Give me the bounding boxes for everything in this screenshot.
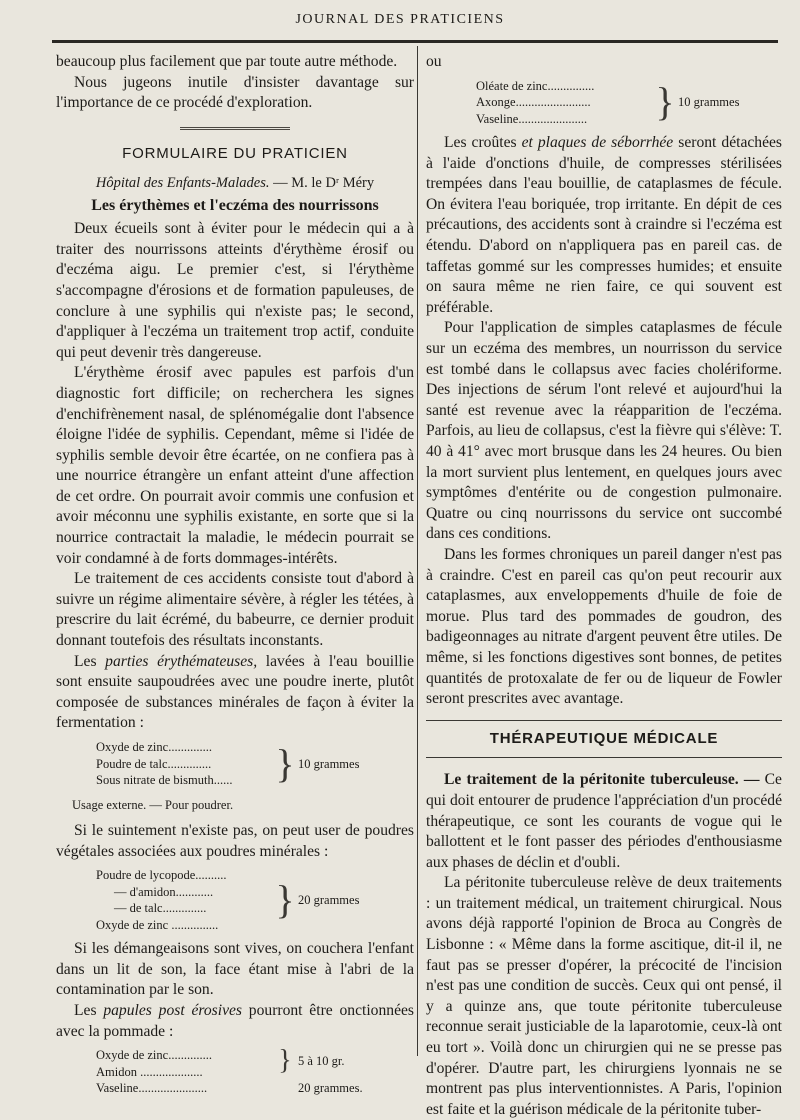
- formula-vegetal-powder: [96, 867, 414, 933]
- article-title: Les érythèmes et l'eczéma des nourrissons: [91, 196, 379, 214]
- connector-ou: ou: [426, 53, 442, 70]
- paragraph: Pour l'application de simples cataplasmes de fécule sur un eczéma des membres, un nourrisson du service est tombé dans le collapsus avec facies cholériforme. Des injections de sérum l'ont relevé et aujourd'hui la santé est revenue avec la réapparition de l'eczéma. Parfois, au lieu de collapsus, c'est la fièvre qui s'élève: T. 40 à 41° avec mort brusque dans les 24 heures. Ou bien la mort survient plus lentement, en quelques jours avec symptômes d'entérite ou de congestion pulmonaire. Quatre ou cinq nourrissons du service ont succombé dans ces conditions.: [426, 319, 782, 543]
- paragraph: L'érythème érosif avec papules est parfois d'un diagnostic fort difficile; on recherchera les signes d'enchifrènement nasal, de splénomégalie dont l'absence éloigne l'idée de syphilis. Cependant, même si l'idée de syphilis semble devoir être écartée, on ne confiera pas à une nourrice étrangère un enfant atteint d'une affection de cet ordre. On pourrait avoir commis une confusion et avoir méconnu une syphilis existante, en sorte que si la nourrice contractait la maladie, le médecin pourrait se voir condamné à de forts dommages-intérêts.: [56, 364, 414, 567]
- article-source: [56, 173, 414, 194]
- paragraph: Si le suintement n'existe pas, on peut user de poudres végétales associées aux poudres minérales :: [56, 822, 414, 860]
- formula-item: Oxyde de zinc..............: [96, 740, 212, 754]
- formula-item: Axonge........................: [476, 95, 591, 110]
- formula-quantity: 20 grammes.: [298, 1081, 363, 1096]
- article-lead-title: Le traitement de la péritonite tuberculeuse. —: [444, 771, 760, 789]
- formula-item: Oxyde de zinc ...............: [96, 917, 219, 932]
- formula-item: Oxyde de zinc..............: [96, 1048, 212, 1063]
- formula-item: Poudre de lycopode..........: [96, 868, 227, 883]
- formula-item: Vaseline......................: [96, 1081, 208, 1096]
- emphasis: et plaques de séborrhée: [521, 134, 674, 152]
- brace-icon: }: [275, 740, 295, 786]
- formula-item: — de talc..............: [114, 901, 207, 916]
- section-title-therapeutique: THÉRAPEUTIQUE MÉDICALE: [489, 729, 719, 747]
- emphasis: papules post érosives: [103, 1002, 242, 1020]
- formula-item: — d'amidon............: [114, 884, 214, 899]
- brace-icon: }: [655, 79, 675, 125]
- brace-icon: }: [275, 877, 295, 923]
- formula-quantity: 10 grammes: [678, 95, 740, 110]
- text-run: lavées à l'eau bouillie sont ensuite saupoudrées avec une poudre inerte, plutôt composée de substances minérales de façon à éviter la fermentation :: [56, 652, 414, 732]
- header-rule: [52, 40, 778, 43]
- text-run: pourront être onctionnées avec la pommade :: [56, 1002, 414, 1040]
- source-author: — M. le Dʳ Méry: [273, 174, 375, 191]
- paragraph: Dans les formes chroniques un pareil danger n'est pas à craindre. C'est en pareil cas qu'on peut recourir aux cataplasmes, aux enveloppements d'huile de foie de morue. Plus tard des pommades de goudron, des badigeonnages au nitrate d'argent peuvent être utiles. De même, si les fonctions digestives sont bonnes, de petites quantités de protoxalate de fer ou de liqueur de Fowler seront prescrites avec avantage.: [426, 545, 782, 708]
- column-divider: [417, 46, 418, 1056]
- formula-oleate: [476, 78, 782, 128]
- ornament-rule: [56, 118, 414, 139]
- text-run: Les croûtes: [444, 134, 517, 152]
- formula-item: Oléate de zinc...............: [476, 78, 595, 93]
- section-divider: [426, 720, 782, 721]
- running-head: JOURNAL DES PRATICIENS: [295, 12, 505, 27]
- paragraph: Deux écueils sont à éviter pour le médecin qui a à traiter des nourrissons atteints d'érythème érosif ou d'eczéma aigu. Le premier c'est, si l'érythème s'accompagne d'érosions et de formation papuleuses, de conclure à une syphilis qui n'existe pas; le second, d'appliquer à l'eczéma un traitement trop actif, conduite qui peut devenir très dangereuse.: [56, 220, 414, 361]
- text-run: Les: [74, 1002, 97, 1020]
- right-column: [426, 52, 782, 1120]
- formula-item: Sous nitrate de bismuth......: [96, 773, 233, 787]
- paragraph: La péritonite tuberculeuse relève de deux traitements : un traitement médical, un traitement chirurgical. Nous avons déjà rapporté l'opinion de Broca au Congrès de Lisbonne : « Même dans la forme ascitique, dit-il il, ne faut pas se presser d'opérer, la précocité de l'incision n'est pas une condition de succès. Ceux qui ont pensé, il y a quinze ans, que toute péritonite tuberculeuse reconnue serait justiciable de la laparotomie, ceux-là ont eu tort ». Voilà donc un chirurgien qui ne se presse pas d'opérer. D'autre part, les chirurgiens lyonnais ne se montrent pas plus interventionnistes. A Paris, l'opinion est faite et la guérison médicale de la péritonite tuber-: [426, 874, 782, 1118]
- brace-icon: }: [278, 1045, 292, 1077]
- paragraph: [426, 133, 782, 318]
- formula-item: Amidon ....................: [96, 1064, 203, 1079]
- formula-item: Vaseline......................: [476, 111, 588, 126]
- formula-item: Poudre de talc..............: [96, 756, 212, 771]
- paragraph: [56, 652, 414, 734]
- formula-quantities: [294, 1047, 363, 1097]
- paragraph: [56, 1001, 414, 1042]
- paragraph: Le traitement de ces accidents consiste tout d'abord à suivre un régime alimentaire sévère, à régler les tétées, à prescrire du lait écrémé, du babeurre, ce dernier produit donnant toutefois des résultats inconstants.: [56, 570, 414, 650]
- formula-usage: Usage externe. — Pour poudrer.: [72, 797, 234, 812]
- paragraph-insist: Nous jugeons inutile d'insister davantage sur l'importance de ce procédé d'exploration.: [56, 73, 414, 112]
- formula-powder: [96, 739, 414, 789]
- formula-quantity: 20 grammes: [298, 893, 360, 908]
- paragraph: Si les démangeaisons sont vives, on couchera l'enfant dans un lit de son, la face étant mise à l'abri de la contamination par le son.: [56, 940, 414, 999]
- text-run: Ce qui doit entourer de prudence l'appréciation d'un procédé thérapeutique, ce sont les courants de vogue qui le ballottent et le font passer des périodes d'enthousiasme aux phases de déclin et d'oubli.: [426, 771, 782, 871]
- text-run: seront détachées à l'aide d'onctions d'huile, de compresses stérilisées trempées dans l'eau bouillie, de cataplasmes de fécule. On évitera l'eau boriquée, trop irritante. En dépit de ces précautions, des accidents sont à craindre si l'eczéma est étendu. D'abord on n'appliquera pas en pareil cas. de taffetas gommé sur les compresses humides; et ensuite on saura même ne rien faire, ce qui souvent est préférable.: [426, 134, 782, 316]
- left-column: [56, 52, 414, 1103]
- text-run: Les: [74, 652, 97, 670]
- formula-quantity: 10 grammes: [298, 756, 360, 771]
- formula-pommade: [96, 1047, 414, 1097]
- emphasis: parties érythémateuses,: [105, 652, 258, 670]
- formula-quantity: 5 à 10 gr.: [298, 1054, 345, 1069]
- source-hospital: Hôpital des Enfants-Malades.: [95, 174, 270, 191]
- section-title-formulaire: FORMULAIRE DU PRATICIEN: [122, 145, 348, 163]
- paragraph: [426, 770, 782, 873]
- section-divider: [426, 757, 782, 758]
- paragraph-continued: beaucoup plus facilement que par toute autre méthode.: [56, 53, 398, 70]
